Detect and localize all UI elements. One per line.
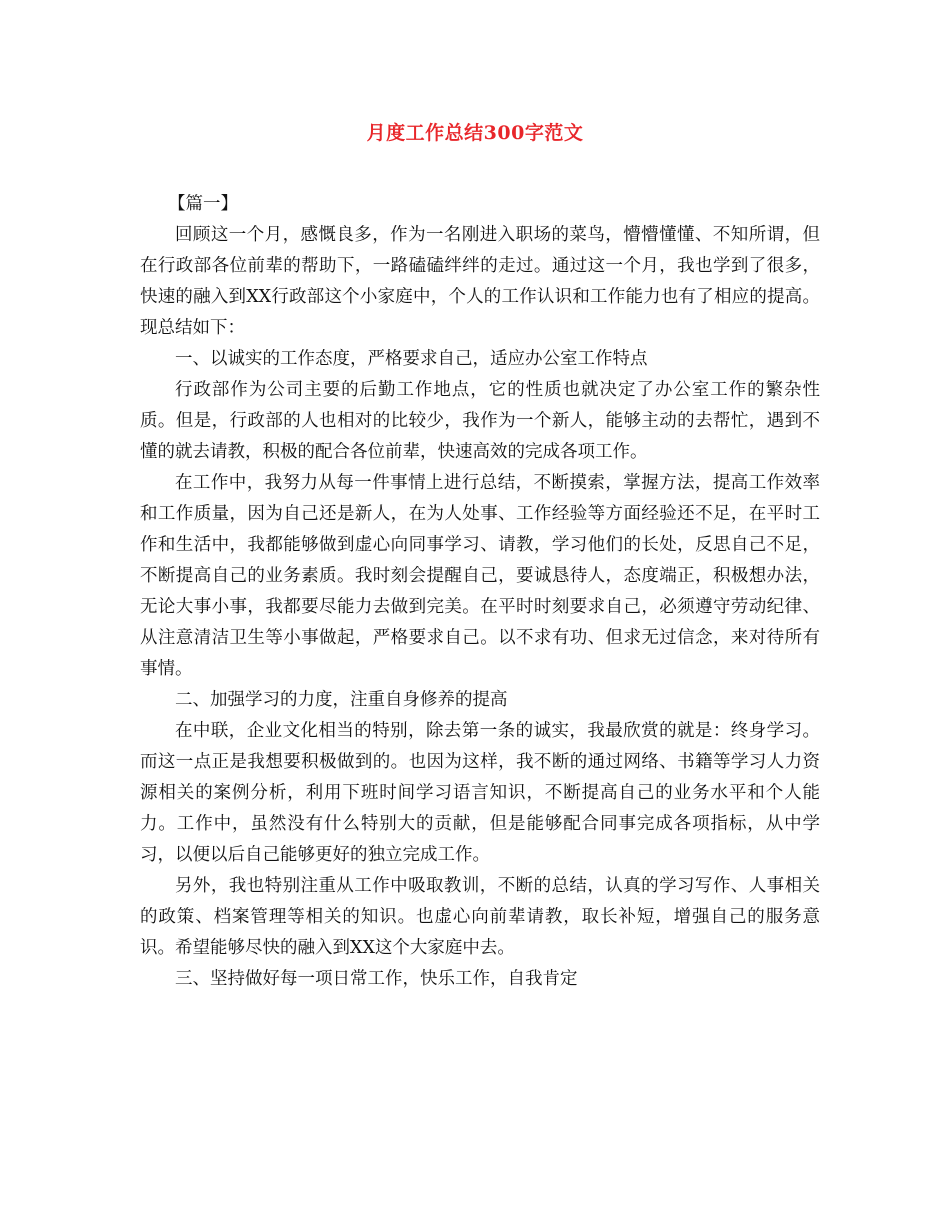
document-body — [140, 189, 820, 995]
section-heading-3: 三、坚持做好每一项日常工作，快乐工作，自我肯定 — [175, 969, 578, 989]
section-heading-2: 二、加强学习的力度，注重自身修养的提高 — [175, 690, 508, 710]
paragraph: 另外，我也特别注重从工作中吸取教训，不断的总结，认真的学习写作、人事相关的政策、档案管理等相关的知识。也虚心向前辈请教，取长补短，增强自己的服务意识。希望能够尽快的融入到XX这个大家庭中去。 — [140, 876, 820, 958]
document-title: 月度工作总结300字范文 — [366, 122, 584, 144]
section-mark: 【篇一】 — [168, 194, 238, 214]
paragraph: 在中联，企业文化相当的特别，除去第一条的诚实，我最欣赏的就是：终身学习。而这一点正是我想要积极做到的。也因为这样，我不断的通过网络、书籍等学习人力资源相关的案例分析，利用下班时间学习语言知识，不断提高自己的业务水平和个人能力。工作中，虽然没有什么特别大的贡献，但是能够配合同事完成各项指标，从中学习，以便以后自己能够更好的独立完成工作。 — [140, 721, 820, 865]
paragraph: 行政部作为公司主要的后勤工作地点，它的性质也就决定了办公室工作的繁杂性质。但是，行政部的人也相对的比较少，我作为一个新人，能够主动的去帮忙，遇到不懂的就去请教，积极的配合各位前辈，快速高效的完成各项工作。 — [140, 380, 820, 462]
section-heading-1: 一、以诚实的工作态度，严格要求自己，适应办公室工作特点 — [175, 349, 648, 369]
paragraph: 在工作中，我努力从每一件事情上进行总结，不断摸索，掌握方法，提高工作效率和工作质量，因为自己还是新人，在为人处事、工作经验等方面经验还不足，在平时工作和生活中，我都能够做到虚心向同事学习、请教，学习他们的长处，反思自己不足，不断提高自己的业务素质。我时刻会提醒自己，要诚恳待人，态度端正，积极想办法，无论大事小事，我都要尽能力去做到完美。在平时时刻要求自己，必须遵守劳动纪律、从注意清洁卫生等小事做起，严格要求自己。以不求有功、但求无过信念，来对待所有事情。 — [140, 473, 820, 679]
paragraph-intro: 回顾这一个月，感慨良多，作为一名刚进入职场的菜鸟，懵懵懂懂、不知所谓，但在行政部各位前辈的帮助下，一路磕磕绊绊的走过。通过这一个月，我也学到了很多，快速的融入到XX行政部这个小家庭中，个人的工作认识和工作能力也有了相应的提高。现总结如下： — [140, 225, 820, 338]
